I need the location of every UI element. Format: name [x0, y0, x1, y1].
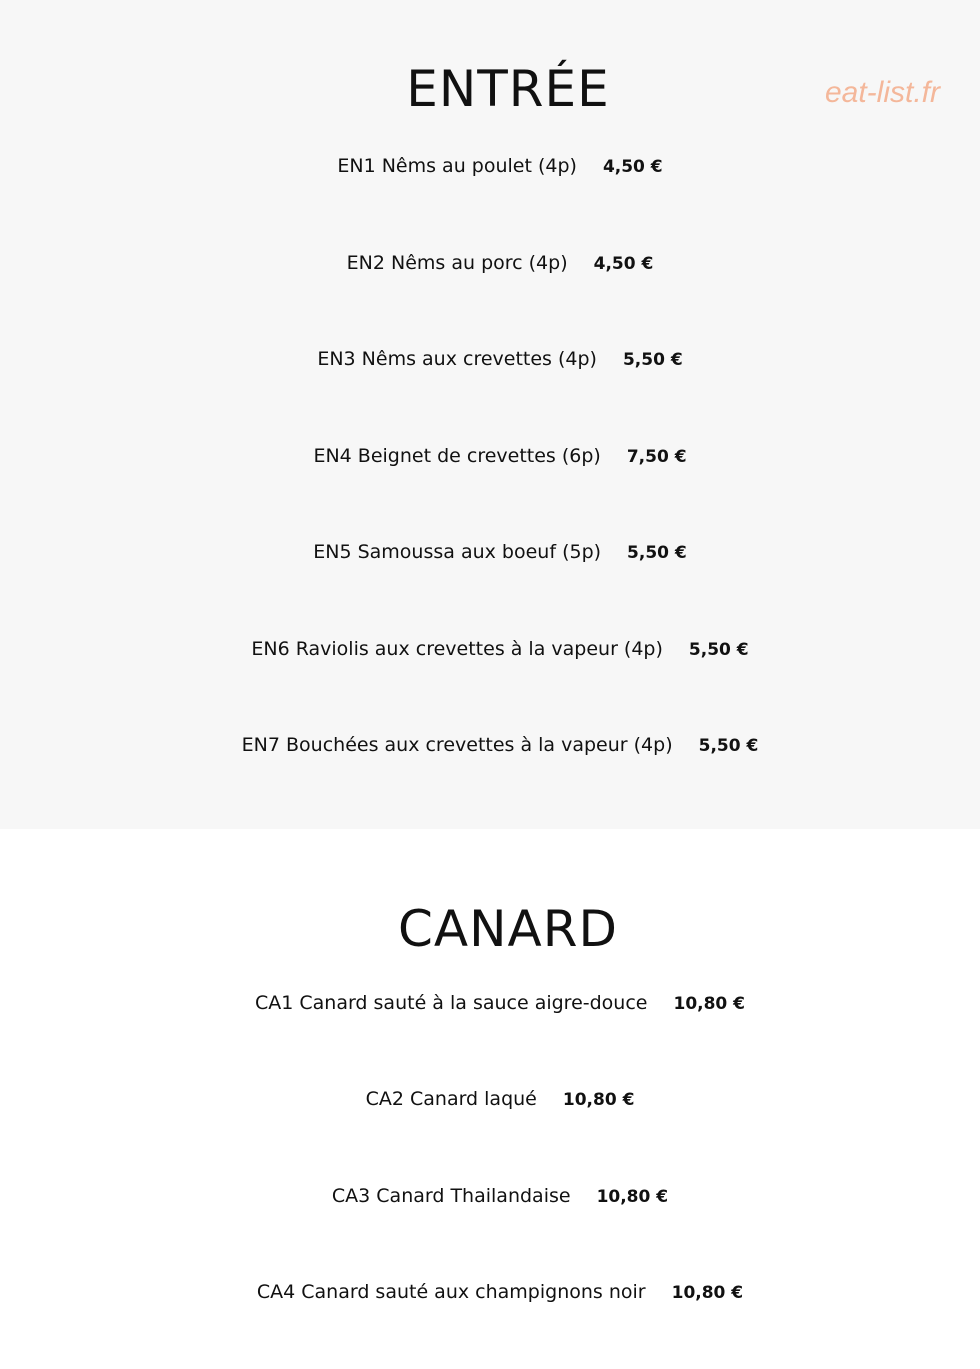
menu-item-price: 5,50 € [688, 640, 749, 660]
menu-item [0, 447, 980, 466]
menu-item [0, 543, 980, 562]
watermark-logo: eat-list.fr [824, 76, 940, 109]
menu-item-name: CA4 Canard sauté aux champignons noir [256, 1281, 646, 1303]
menu-item [0, 736, 980, 755]
menu-item-name: EN7 Bouchées aux crevettes à la vapeur (4p) [241, 734, 673, 756]
menu-item [0, 1090, 980, 1109]
menu-item-price: 10,80 € [596, 1187, 669, 1207]
menu-item-price: 4,50 € [602, 157, 663, 177]
menu-item [0, 350, 980, 369]
menu-item-price: 10,80 € [673, 994, 746, 1014]
menu-item-price: 5,50 € [627, 543, 687, 563]
menu-item [0, 1187, 980, 1206]
section-canard [0, 829, 980, 1369]
menu-item-price: 4,50 € [593, 254, 654, 274]
section-title-canard: CANARD [398, 900, 618, 958]
menu-item-price: 5,50 € [698, 736, 759, 756]
menu-item-price: 10,80 € [671, 1283, 744, 1303]
menu-item [0, 1283, 980, 1302]
menu-item-name: EN3 Nêms aux crevettes (4p) [317, 348, 597, 370]
menu-item-price: 5,50 € [622, 350, 683, 370]
menu-item-name: CA3 Canard Thailandaise [331, 1185, 571, 1207]
menu-item-name: CA1 Canard sauté à la sauce aigre-douce [254, 992, 648, 1014]
menu-item-name: EN6 Raviolis aux crevettes à la vapeur (4p) [251, 638, 663, 660]
menu-item [0, 994, 980, 1013]
menu-item [0, 157, 980, 176]
menu-item-name: EN4 Beignet de crevettes (6p) [313, 445, 601, 467]
menu-item-price: 10,80 € [562, 1090, 635, 1110]
menu-item-name: CA2 Canard laqué [365, 1088, 537, 1110]
menu-item-name: EN1 Nêms au poulet (4p) [337, 155, 577, 177]
menu-item-name: EN2 Nêms au porc (4p) [346, 252, 568, 274]
menu-item [0, 254, 980, 273]
menu-item [0, 640, 980, 659]
section-title-entree: ENTRÉE [406, 60, 610, 118]
menu-item-name: EN5 Samoussa aux boeuf (5p) [313, 541, 602, 563]
menu-item-price: 7,50 € [626, 447, 687, 467]
